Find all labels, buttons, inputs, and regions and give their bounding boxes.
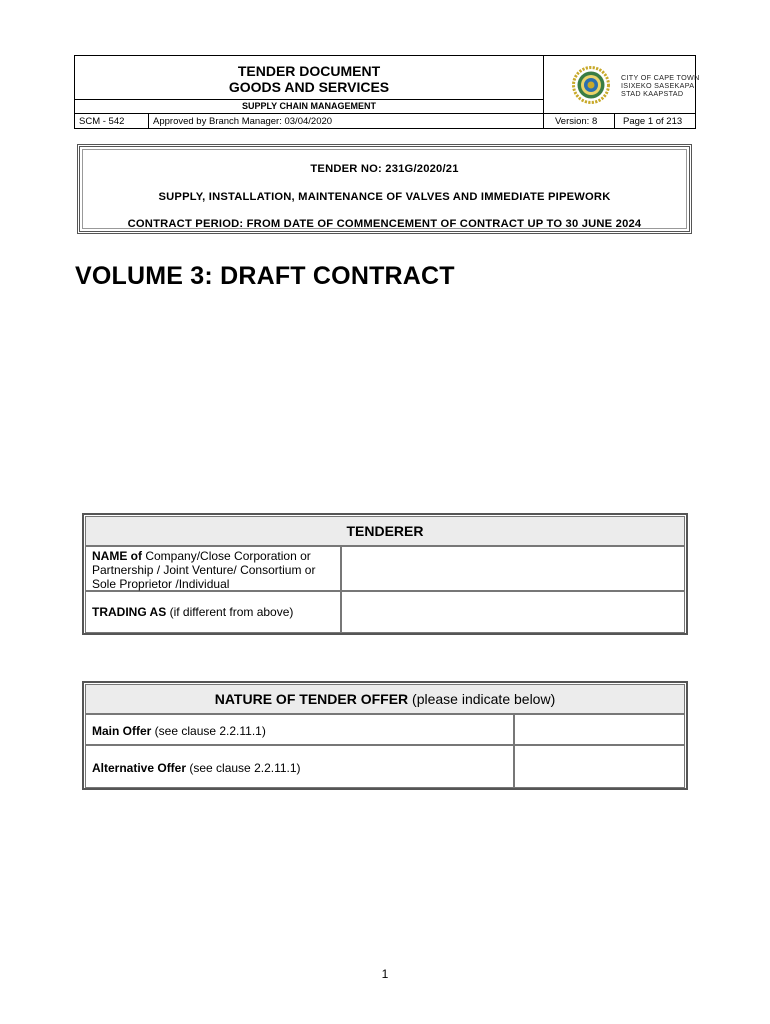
alternative-offer-label-text: (see clause 2.2.11.1) [186, 761, 301, 775]
trading-as-label-bold: TRADING AS [92, 605, 167, 619]
header-info-row [75, 114, 695, 129]
logo-line3: STAD KAAPSTAD [621, 89, 684, 98]
logo-cell [544, 56, 700, 114]
document-header [74, 55, 700, 129]
name-label-line3: Sole Proprietor /Individual [92, 577, 230, 591]
company-name-field[interactable] [341, 546, 685, 591]
version-text: Version: 8 [544, 114, 615, 129]
alternative-offer-field[interactable] [514, 745, 685, 788]
name-label-line2: Partnership / Joint Venture/ Consortium or [92, 563, 316, 577]
trading-as-label-cell [85, 591, 341, 633]
header-title-line2: GOODS AND SERVICES [228, 79, 390, 95]
main-offer-label-bold: Main Offer [92, 724, 152, 738]
alternative-offer-label-cell [85, 745, 514, 788]
logo-wordmark [621, 74, 700, 98]
alternative-offer-label-bold: Alternative Offer [92, 761, 187, 775]
tenderer-table [82, 513, 688, 635]
tender-number: TENDER NO: 231G/2020/21 [310, 163, 459, 175]
header-title-cell [75, 56, 544, 100]
main-offer-field[interactable] [514, 714, 685, 745]
tender-info-box [77, 144, 692, 234]
main-offer-label-cell [85, 714, 514, 745]
document-code: SCM - 542 [75, 114, 149, 129]
trading-as-field[interactable] [341, 591, 685, 633]
offer-heading-bold: NATURE OF TENDER OFFER [214, 691, 409, 707]
name-label-cell [85, 546, 341, 591]
trading-as-label-text: (if different from above) [166, 605, 294, 619]
logo-line1: CITY OF CAPE TOWN [621, 73, 700, 82]
tenderer-heading: TENDERER [85, 516, 685, 546]
main-offer-label-text: (see clause 2.2.11.1) [151, 724, 266, 738]
logo-line2: ISIXEKO SASEKAPA [621, 81, 695, 90]
contract-period: CONTRACT PERIOD: FROM DATE OF COMMENCEMENT OF CONTRACT UP TO 30 JUNE 2024 [127, 218, 642, 230]
offer-heading [85, 684, 685, 714]
header-title-line1: TENDER DOCUMENT [237, 63, 381, 79]
name-label-line1: Company/Close Corporation or [142, 549, 311, 563]
page-number: 1 [381, 967, 389, 981]
name-label-bold: NAME of [92, 549, 142, 563]
approval-text: Approved by Branch Manager: 03/04/2020 [149, 114, 544, 129]
offer-heading-text: (please indicate below) [408, 691, 556, 707]
city-of-cape-town-logo-icon [572, 66, 610, 104]
tender-description: SUPPLY, INSTALLATION, MAINTENANCE OF VALVES AND IMMEDIATE PIPEWORK [158, 191, 611, 203]
page-count: Page 1 of 213 [623, 116, 683, 127]
tender-info-inner-border [82, 149, 687, 229]
tender-offer-table [82, 681, 688, 790]
volume-title: VOLUME 3: DRAFT CONTRACT [75, 262, 455, 290]
header-scm-title: SUPPLY CHAIN MANAGEMENT [75, 100, 544, 114]
